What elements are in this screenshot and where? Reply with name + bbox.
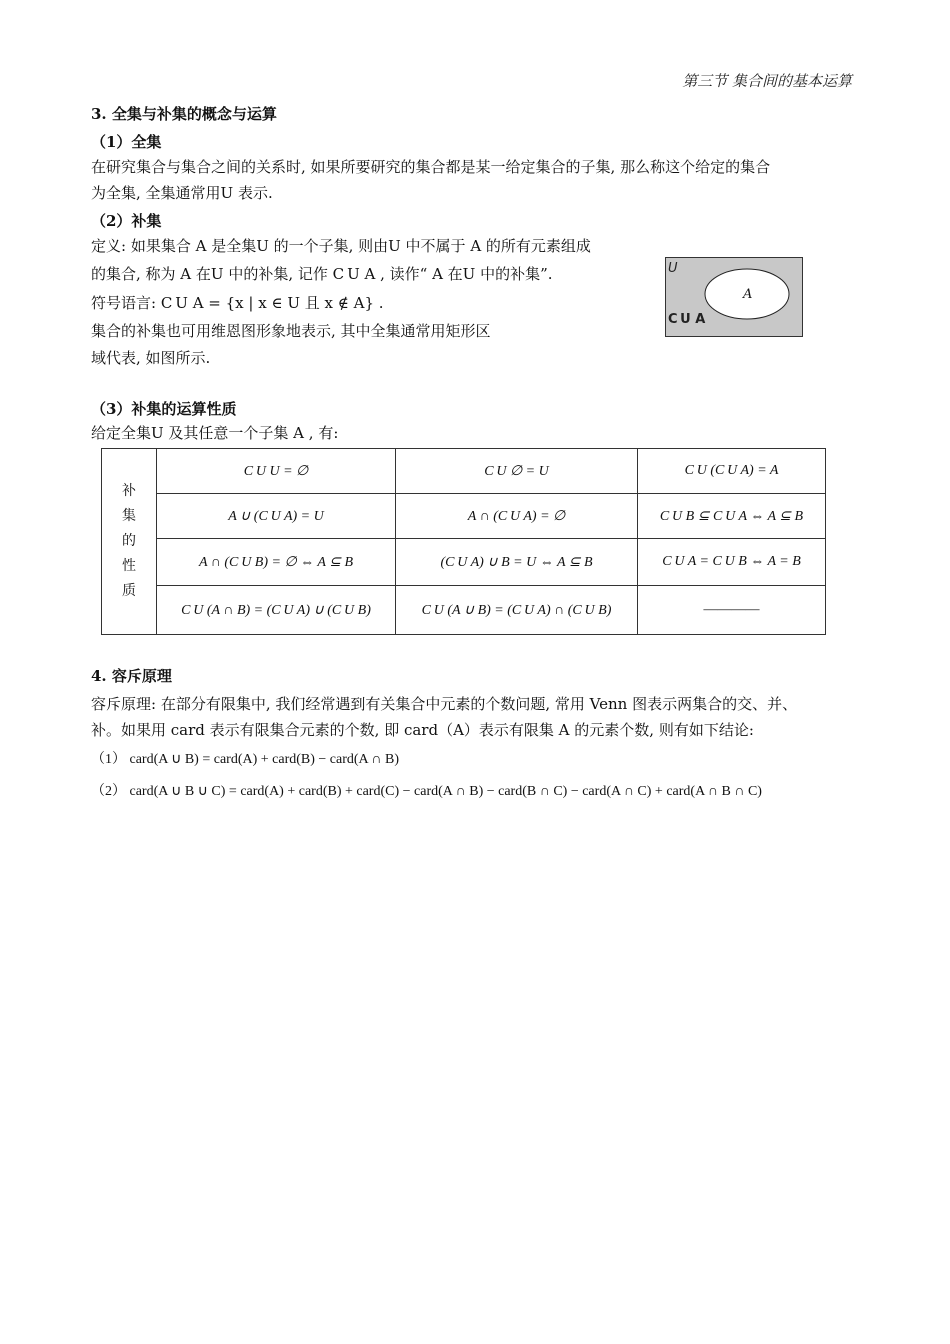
inclusion-exclusion-text-line2: 补。如果用 card 表示有限集合元素的个数, 即 card（A）表示有限集 A 的元素个数, 则有如下结论: (91, 721, 754, 739)
table-row (102, 449, 826, 494)
table-cell: C U U = ∅ (157, 449, 396, 494)
complement-definition-line1: 定义: 如果集合 A 是全集U 的一个子集, 则由U 中不属于 A 的所有元素组成 (91, 237, 591, 255)
table-cell: C U ∅ = U (396, 449, 638, 494)
table-row (102, 494, 826, 539)
universal-set-text-line2: 为全集, 全集通常用U 表示. (91, 184, 273, 202)
table-cell: C U A = C U B ⇔ A = B (638, 539, 826, 586)
complement-properties-table (101, 448, 826, 635)
table-cell: ———— (638, 586, 826, 635)
table-row (102, 586, 826, 635)
universal-set-text-line1: 在研究集合与集合之间的关系时, 如果所要研究的集合都是某一给定集合的子集, 那么称这个给定的集合 (91, 158, 771, 176)
table-cell: (C U A) ∪ B = U ⇔ A ⊆ B (396, 539, 638, 586)
table-cell: C U (A ∩ B) = (C U A) ∪ (C U B) (157, 586, 396, 635)
complement-properties-intro: 给定全集U 及其任意一个子集 A , 有: (91, 424, 339, 442)
table-cell: A ∩ (C U A) = ∅ (396, 494, 638, 539)
formula-two-sets: （1） card(A ∪ B) = card(A) + card(B) − card(A ∩ B) (91, 752, 399, 767)
set-a-label: A (743, 287, 753, 302)
table-cell: A ∩ (C U B) = ∅ ⇔ A ⊆ B (157, 539, 396, 586)
table-cell: C U B ⊆ C U A ⇔ A ⊆ B (638, 494, 826, 539)
table-cell: A ∪ (C U A) = U (157, 494, 396, 539)
table-row (102, 539, 826, 586)
complement-definition-line2: 的集合, 称为 A 在U 中的补集, 记作 C U A , 读作“ A 在U 中的补集”. (91, 265, 553, 283)
subsection-universal-set-title: （1）全集 (91, 133, 162, 151)
table-side-label: 补 集 的 性 质 (102, 449, 157, 635)
complement-label: C U A (668, 312, 706, 327)
venn-diagram (665, 257, 803, 337)
section-4-title: 4. 容斥原理 (91, 667, 172, 685)
universe-label: U (668, 261, 678, 276)
formula-three-sets: （2） card(A ∪ B ∪ C) = card(A) + card(B) + card(C) − card(A ∩ B) − card(B ∩ C) − card(A ∩ C) + card(A ∩ B ∩ C) (91, 784, 762, 799)
table-cell: C U (C U A) = A (638, 449, 826, 494)
inclusion-exclusion-text-line1: 容斥原理: 在部分有限集中, 我们经常遇到有关集合中元素的个数问题, 常用 Venn 图表示两集合的交、并、 (91, 695, 798, 713)
subsection-complement-title: （2）补集 (91, 212, 162, 230)
venn-description-line1: 集合的补集也可用维恩图形象地表示, 其中全集通常用矩形区 (91, 322, 491, 340)
page-header: 第三节 集合间的基本运算 (682, 72, 852, 90)
venn-description-line2: 域代表, 如图所示. (91, 349, 211, 367)
table-cell: C U (A ∪ B) = (C U A) ∩ (C U B) (396, 586, 638, 635)
section-3-title: 3. 全集与补集的概念与运算 (91, 105, 277, 123)
subsection-complement-properties-title: （3）补集的运算性质 (91, 400, 237, 418)
complement-symbol-language: 符号语言: C U A = {x | x ∈ U 且 x ∉ A} . (91, 294, 384, 312)
